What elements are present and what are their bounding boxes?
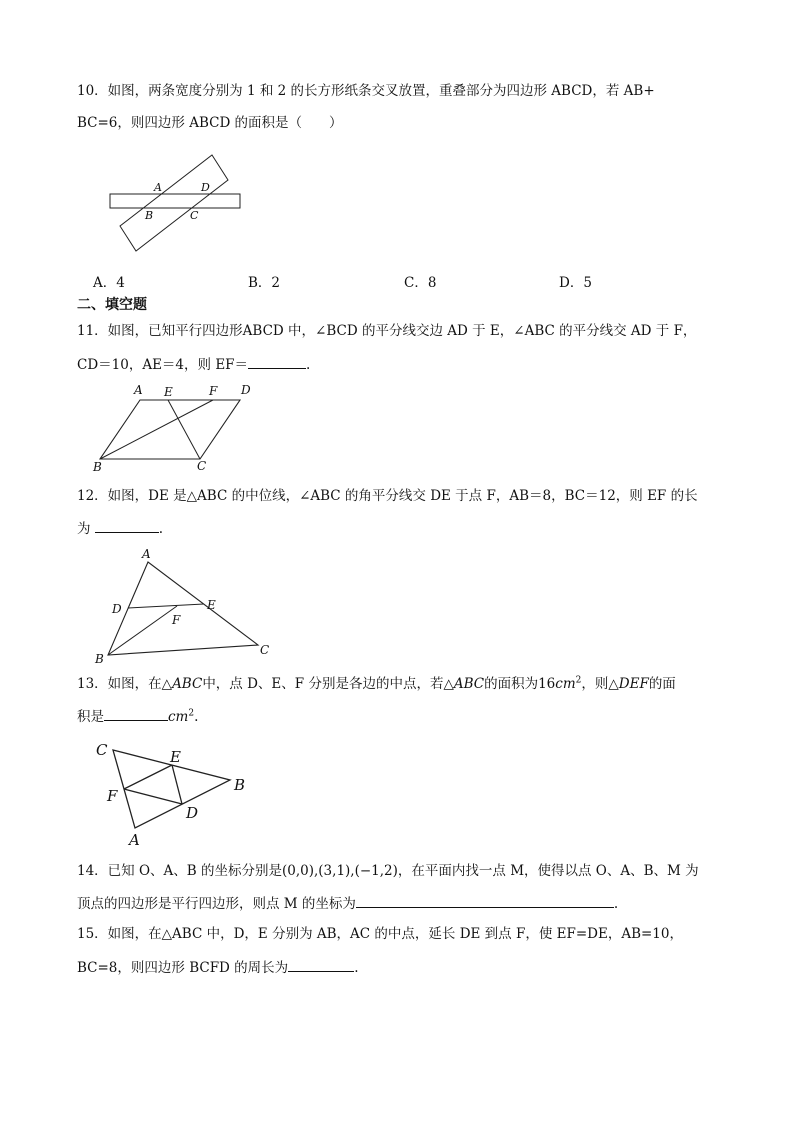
q12-figure bbox=[90, 545, 280, 667]
q12-label-c: C bbox=[260, 643, 270, 657]
q10-choice-d: D．5 bbox=[559, 275, 592, 291]
q12-label-e: E bbox=[207, 598, 216, 612]
q10-label-a: A bbox=[154, 181, 162, 194]
q11-text-line2 bbox=[77, 354, 310, 374]
q12-label-f: F bbox=[172, 613, 181, 627]
q15-answer-blank[interactable] bbox=[288, 957, 354, 972]
parallelogram-abcd bbox=[100, 400, 240, 459]
q13-exp-2: 2 bbox=[188, 708, 195, 719]
q13-line1-d: ，则△ bbox=[581, 676, 619, 692]
segment-ed bbox=[172, 765, 182, 804]
q11-line2-prefix: CD＝10，AE＝4，则 EF＝ bbox=[77, 357, 249, 373]
q12-line2-suffix: . bbox=[158, 521, 164, 537]
q13-text-line1 bbox=[77, 675, 676, 693]
q12-label-b: B bbox=[95, 652, 104, 666]
q15-line2-suffix: . bbox=[354, 960, 359, 976]
q13-line1-e: 的面 bbox=[648, 676, 676, 692]
segment-de bbox=[128, 604, 204, 608]
q12-answer-blank[interactable] bbox=[95, 518, 159, 533]
q13-line1-c: 的面积为16 bbox=[484, 676, 556, 692]
q15-text-line2 bbox=[77, 957, 358, 977]
q12-text-line1: 12．如图，DE 是△ABC 的中位线，∠ABC 的角平分线交 DE 于点 F，AB＝8，BC＝12，则 EF 的长 bbox=[77, 488, 698, 504]
q13-line2-suffix: . bbox=[194, 709, 199, 725]
q12-label-a: A bbox=[142, 547, 151, 561]
q11-line2-suffix: . bbox=[306, 357, 311, 373]
q11-label-e: E bbox=[164, 385, 173, 399]
q13-math-abc-1: ABC bbox=[172, 676, 203, 692]
slanted-strip bbox=[120, 155, 228, 251]
segment-fe bbox=[124, 765, 172, 789]
q10-label-d: D bbox=[201, 181, 210, 194]
q13-unit-2: cm bbox=[168, 709, 189, 725]
q13-label-a: A bbox=[129, 831, 140, 849]
q13-label-e: E bbox=[170, 748, 181, 766]
q11-label-b: B bbox=[93, 460, 102, 474]
q13-exp-1: 2 bbox=[575, 675, 582, 686]
q15-line2-prefix: BC=8，则四边形 BCFD 的周长为 bbox=[77, 960, 289, 976]
q13-label-d: D bbox=[186, 804, 199, 822]
q10-choice-c: C．8 bbox=[404, 275, 437, 291]
q12-label-d: D bbox=[112, 602, 122, 616]
q10-choice-b: B．2 bbox=[248, 275, 281, 291]
segment-bf bbox=[100, 400, 213, 459]
q11-text-line1: 11．如图，已知平行四边形ABCD 中，∠BCD 的平分线交边 AD 于 E，∠ABC 的平分线交 AD 于 F， bbox=[77, 323, 697, 339]
q13-math-def: DEF bbox=[618, 676, 649, 692]
q10-figure bbox=[100, 150, 250, 260]
q14-text-line1: 14．已知 O、A、B 的坐标分别是(0,0),(3,1),(−1,2)，在平面内找一点 M，使得以点 O、A、B、M 为 bbox=[77, 863, 699, 879]
q11-answer-blank[interactable] bbox=[248, 354, 306, 369]
segment-df bbox=[124, 789, 182, 804]
q14-answer-blank[interactable] bbox=[356, 893, 614, 908]
q10-choice-a: A．4 bbox=[93, 275, 125, 291]
q13-text-line2 bbox=[77, 706, 198, 726]
q11-label-c: C bbox=[197, 459, 207, 473]
q13-math-abc-2: ABC bbox=[453, 676, 485, 692]
q11-label-f: F bbox=[209, 384, 218, 398]
q11-label-a: A bbox=[134, 383, 143, 397]
horizontal-strip bbox=[110, 194, 240, 208]
q13-label-f: F bbox=[107, 787, 118, 805]
q10-text-line1: 10．如图，两条宽度分别为 1 和 2 的长方形纸条交叉放置，重叠部分为四边形 ABCD，若 AB+ bbox=[77, 83, 655, 99]
q13-label-c: C bbox=[96, 741, 108, 759]
q13-line1-b: 中，点 D、E、F 分别是各边的中点，若△ bbox=[202, 676, 454, 692]
q13-answer-blank[interactable] bbox=[104, 706, 168, 721]
q10-label-c: C bbox=[190, 209, 199, 222]
q13-label-b: B bbox=[234, 776, 246, 794]
q13-unit-1: cm bbox=[555, 676, 576, 692]
q14-line2-suffix: . bbox=[613, 896, 619, 912]
q11-label-d: D bbox=[241, 383, 251, 397]
section-heading: 二、填空题 bbox=[77, 297, 147, 313]
q13-figure bbox=[90, 738, 260, 850]
q10-label-b: B bbox=[145, 209, 154, 222]
triangle-abc bbox=[108, 562, 258, 655]
q12-text-line2 bbox=[77, 518, 163, 538]
q14-line2-prefix: 顶点的四边形是平行四边形，则点 M 的坐标为 bbox=[77, 896, 356, 912]
q10-text-line2: BC=6，则四边形 ABCD 的面积是（ ） bbox=[77, 115, 343, 131]
q12-line2-prefix: 为 bbox=[77, 521, 95, 537]
q13-line1-a: 13．如图，在△ bbox=[77, 676, 173, 692]
q11-figure bbox=[90, 380, 260, 475]
q13-line2-prefix: 积是 bbox=[77, 709, 104, 725]
q15-text-line1: 15．如图，在△ABC 中，D，E 分别为 AB，AC 的中点，延长 DE 到点 F，使 EF=DE，AB=10， bbox=[77, 926, 683, 942]
q14-text-line2 bbox=[77, 893, 618, 913]
